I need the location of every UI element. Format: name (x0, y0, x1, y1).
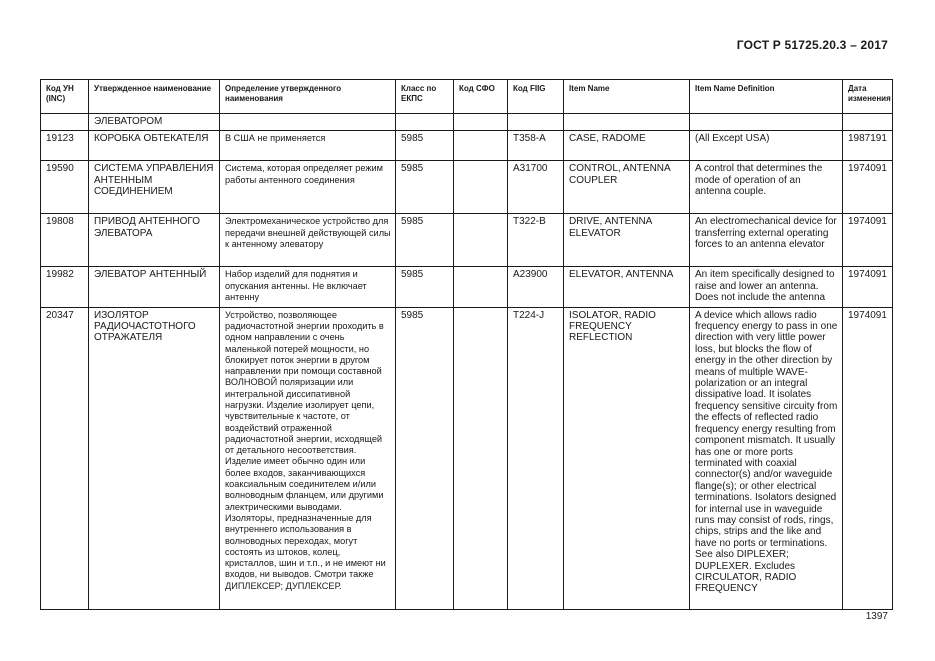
cell-name-definition: Система, которая определяет режим работы антенного соединения (220, 161, 396, 214)
cell-class (396, 114, 454, 131)
cell-change-date: 1974091 (843, 267, 893, 307)
cell-name-definition: Набор изделий для поднятия и опускания антенны. Не включает антенну (220, 267, 396, 307)
cell-inc-code: 20347 (41, 307, 89, 609)
cell-inc-code: 19590 (41, 161, 89, 214)
cell-change-date: 1974091 (843, 307, 893, 609)
col-header-item-name-definition: Item Name Definition (690, 80, 843, 114)
cell-inc-code (41, 114, 89, 131)
cell-name-definition (220, 114, 396, 131)
col-header-class: Класс по ЕКПС (396, 80, 454, 114)
table-row (41, 307, 893, 609)
cell-item-name-definition (690, 114, 843, 131)
cell-sfo-code (454, 267, 508, 307)
cell-sfo-code (454, 307, 508, 609)
cell-item-name-definition: A device which allows radio frequency energy to pass in one direction with very little power loss, but blocks the flow of energy in the other direction by means of multiple WAVE-polarization or an integral dissipative load. It isolates frequency sensitive circuity from the effects of reflected radio frequency energy resulting from component mismatch. It usually has one or more ports terminated with coaxial connector(s) and/or waveguide flange(s); or other electrical terminations. Isolators designed for internal use in waveguide runs may consist of rods, rings, chips, strips and the like and have no ports or terminations. See also DIPLEXER; DUPLEXER. Excludes CIRCULATOR, RADIO FREQUENCY (690, 307, 843, 609)
cell-approved-name: СИСТЕМА УПРАВЛЕНИЯ АНТЕННЫМ СОЕДИНЕНИЕМ (89, 161, 220, 214)
col-header-name-definition: Определение утвержденного наименования (220, 80, 396, 114)
col-header-item-name: Item Name (564, 80, 690, 114)
cell-approved-name: ЭЛЕВАТОРОМ (89, 114, 220, 131)
cell-item-name (564, 114, 690, 131)
table-header-row (41, 80, 893, 114)
nomenclature-table (40, 79, 893, 610)
table-row (41, 161, 893, 214)
cell-approved-name: ЭЛЕВАТОР АНТЕННЫЙ (89, 267, 220, 307)
cell-class: 5985 (396, 267, 454, 307)
cell-fiig-code: A31700 (508, 161, 564, 214)
cell-name-definition: Устройство, позволяющее радиочастотной энергии проходить в одном направлении с очень маленькой потерей мощности, но блокирует поток энергии в другом направлении при помощи составной ВОЛНОВОЙ поляризации или интегральной диссипативной нагрузки. Изделие изолирует цепи, чувствительные к частоте, от воздействий отраженной радиочастотной энергии, исходящей от детального несоответствия. Изделие имеет обычно один или более входов, заканчивающихся коаксиальным соединителем и/или волноводным фланцем, или другими электрическими выводами. Изоляторы, предназначенные для внутреннего использования в волноводных переходах, могут состоять из штоков, колец, кристаллов, шин и т.п., и не имеют ни входов, ни выводов. Смотри также ДИПЛЕКСЕР; ДУПЛЕКСЕР. (220, 307, 396, 609)
cell-sfo-code (454, 214, 508, 267)
cell-inc-code: 19808 (41, 214, 89, 267)
cell-item-name-definition: An item specifically designed to raise and lower an antenna. Does not include the antenna (690, 267, 843, 307)
page-number: 1397 (865, 611, 888, 622)
cell-fiig-code (508, 114, 564, 131)
cell-item-name-definition: A control that determines the mode of operation of an antenna couple. (690, 161, 843, 214)
col-header-inc-code: Код УН (INC) (41, 80, 89, 114)
cell-class: 5985 (396, 131, 454, 161)
cell-item-name-definition: An electromechanical device for transferring external operating forces to an antenna elevator (690, 214, 843, 267)
cell-sfo-code (454, 131, 508, 161)
cell-approved-name: ИЗОЛЯТОР РАДИОЧАСТОТНОГО ОТРАЖАТЕЛЯ (89, 307, 220, 609)
cell-item-name: ISOLATOR, RADIO FREQUENCY REFLECTION (564, 307, 690, 609)
cell-approved-name: ПРИВОД АНТЕННОГО ЭЛЕВАТОРА (89, 214, 220, 267)
cell-approved-name: КОРОБКА ОБТЕКАТЕЛЯ (89, 131, 220, 161)
cell-sfo-code (454, 114, 508, 131)
cell-class: 5985 (396, 161, 454, 214)
cell-item-name: ELEVATOR, ANTENNA (564, 267, 690, 307)
table-row (41, 267, 893, 307)
cell-name-definition: Электромеханическое устройство для передачи внешней действующей силы к антенному элеватору (220, 214, 396, 267)
cell-inc-code: 19982 (41, 267, 89, 307)
cell-class: 5985 (396, 214, 454, 267)
cell-item-name: CONTROL, ANTENNA COUPLER (564, 161, 690, 214)
cell-change-date: 1974091 (843, 161, 893, 214)
cell-sfo-code (454, 161, 508, 214)
cell-item-name: DRIVE, ANTENNA ELEVATOR (564, 214, 690, 267)
col-header-change-date: Дата изменения (843, 80, 893, 114)
cell-fiig-code: T224-J (508, 307, 564, 609)
col-header-approved-name: Утвержденное наименование (89, 80, 220, 114)
cell-fiig-code: T358-A (508, 131, 564, 161)
table-row (41, 131, 893, 161)
cell-class: 5985 (396, 307, 454, 609)
cell-inc-code: 19123 (41, 131, 89, 161)
cell-change-date: 1974091 (843, 214, 893, 267)
table-row (41, 214, 893, 267)
standard-header: ГОСТ Р 51725.20.3 – 2017 (736, 38, 888, 52)
col-header-sfo-code: Код СФО (454, 80, 508, 114)
cell-item-name-definition: (All Except USA) (690, 131, 843, 161)
cell-change-date (843, 114, 893, 131)
cell-fiig-code: T322-B (508, 214, 564, 267)
cell-item-name: CASE, RADOME (564, 131, 690, 161)
col-header-fiig-code: Код FIIG (508, 80, 564, 114)
cell-fiig-code: A23900 (508, 267, 564, 307)
cell-change-date: 1987191 (843, 131, 893, 161)
cell-name-definition: В США не применяется (220, 131, 396, 161)
table-row-continuation (41, 114, 893, 131)
